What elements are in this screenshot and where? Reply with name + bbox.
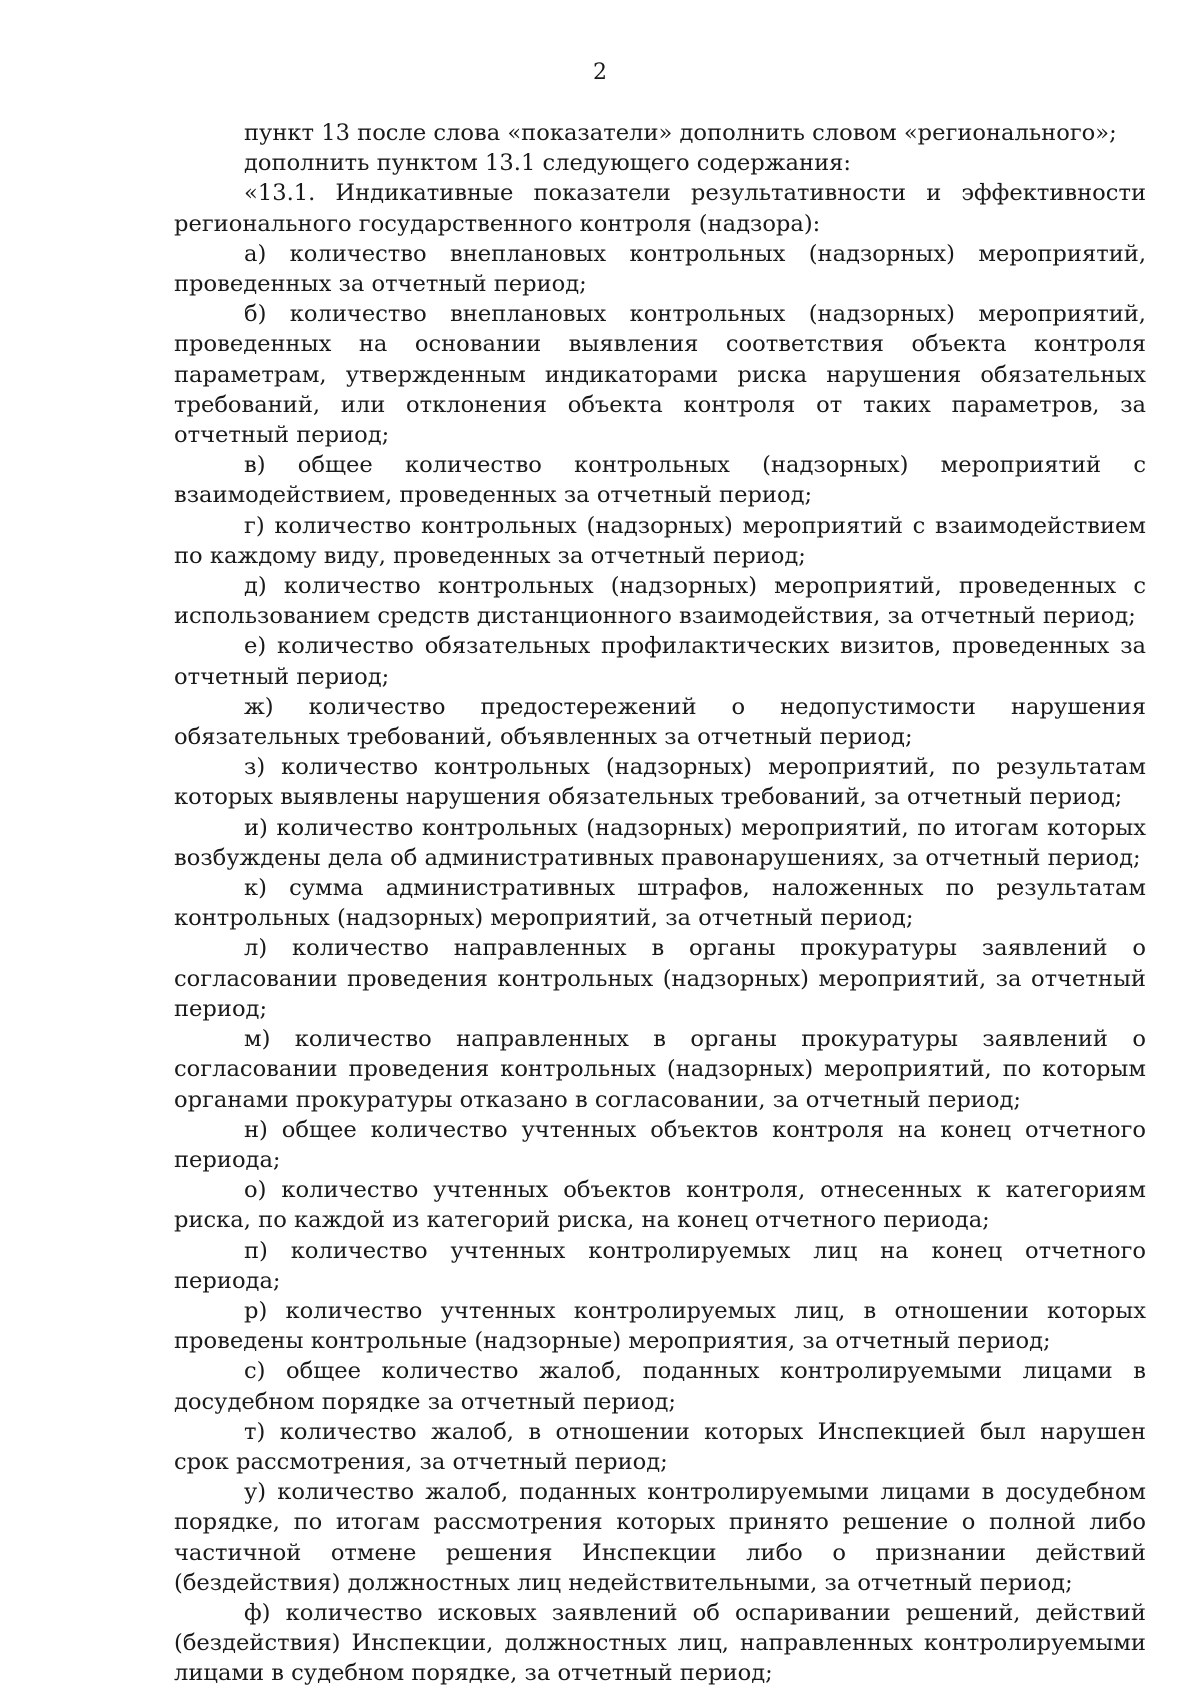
paragraph-amend-item-13: пункт 13 после слова «показатели» дополнить словом «регионального»;: [244, 120, 1117, 146]
list-item-v: в) общее количество контрольных (надзорных) мероприятий с взаимодействием, проведенных за отчетный период;: [174, 452, 1146, 509]
list-item-u: у) количество жалоб, поданных контролируемыми лицами в досудебном порядке, по итогам рассмотрения которых принято решение о полной либо частичной отмене решения Инспекции либо о признании действий (бездействия) должностных лиц недействительными, за отчетный период;: [174, 1479, 1146, 1596]
list-item-r: р) количество учтенных контролируемых лиц, в отношении которых проведены контрольные (надзорные) мероприятия, за отчетный период;: [174, 1297, 1146, 1355]
list-item-o: о) количество учтенных объектов контроля, отнесенных к категориям риска, по каждой из категорий риска, на конец отчетного периода;: [174, 1177, 1146, 1234]
paragraph-add-item-13-1: дополнить пунктом 13.1 следующего содержания:: [244, 150, 851, 177]
list-item-f: ф) количество исковых заявлений об оспаривании решений, действий (бездействия) Инспекции, должностных лиц, направленных контролируемыми лицами в судебном порядке, за отчетный период;: [174, 1599, 1146, 1687]
list-item-g: г) количество контрольных (надзорных) мероприятий с взаимодействием по каждому виду, проведенных за отчетный период;: [174, 512, 1146, 569]
list-item-m: м) количество направленных в органы прокуратуры заявлений о согласовании проведения контрольных (надзорных) мероприятий, по которым органами прокуратуры отказано в согласовании, за отчетный период;: [174, 1026, 1146, 1113]
list-item-zh: ж) количество предостережений о недопустимости нарушения обязательных требований, объявленных за отчетный период;: [174, 693, 1146, 751]
list-item-a: а) количество внеплановых контрольных (надзорных) мероприятий, проведенных за отчетный период;: [174, 240, 1146, 298]
list-item-p: п) количество учтенных контролируемых лиц на конец отчетного периода;: [174, 1237, 1146, 1294]
list-item-e: е) количество обязательных профилактических визитов, проведенных за отчетный период;: [174, 633, 1146, 690]
page-number: 2: [593, 60, 607, 85]
list-item-s: с) общее количество жалоб, поданных контролируемыми лицами в досудебном порядке за отчетный период;: [174, 1358, 1146, 1415]
list-item-k: к) сумма административных штрафов, наложенных по результатам контрольных (надзорных) мероприятий, за отчетный период;: [174, 875, 1146, 932]
list-item-l: л) количество направленных в органы прокуратуры заявлений о согласовании проведения контрольных (надзорных) мероприятий, за отчетный период;: [174, 935, 1146, 1022]
document-body: [174, 118, 1146, 1689]
list-item-b: б) количество внеплановых контрольных (надзорных) мероприятий, проведенных на основании выявления соответствия объекта контроля параметрам, утвержденным индикаторами риска нарушения обязательных требований, или отклонения объекта контроля от таких параметров, за отчетный период;: [174, 301, 1146, 449]
list-item-n: н) общее количество учтенных объектов контроля на конец отчетного периода;: [174, 1116, 1146, 1173]
list-item-t: т) количество жалоб, в отношении которых Инспекцией был нарушен срок рассмотрения, за отчетный период;: [174, 1418, 1146, 1475]
list-item-d: д) количество контрольных (надзорных) мероприятий, проведенных с использованием средств дистанционного взаимодействия, за отчетный период;: [174, 573, 1146, 630]
list-item-z: з) количество контрольных (надзорных) мероприятий, по результатам которых выявлены нарушения обязательных требований, за отчетный период;: [174, 754, 1146, 811]
paragraph-item-13-1-heading: «13.1. Индикативные показатели результативности и эффективности регионального государственного контроля (надзора):: [174, 180, 1146, 237]
list-item-i: и) количество контрольных (надзорных) мероприятий, по итогам которых возбуждены дела об административных правонарушениях, за отчетный период;: [174, 814, 1146, 871]
